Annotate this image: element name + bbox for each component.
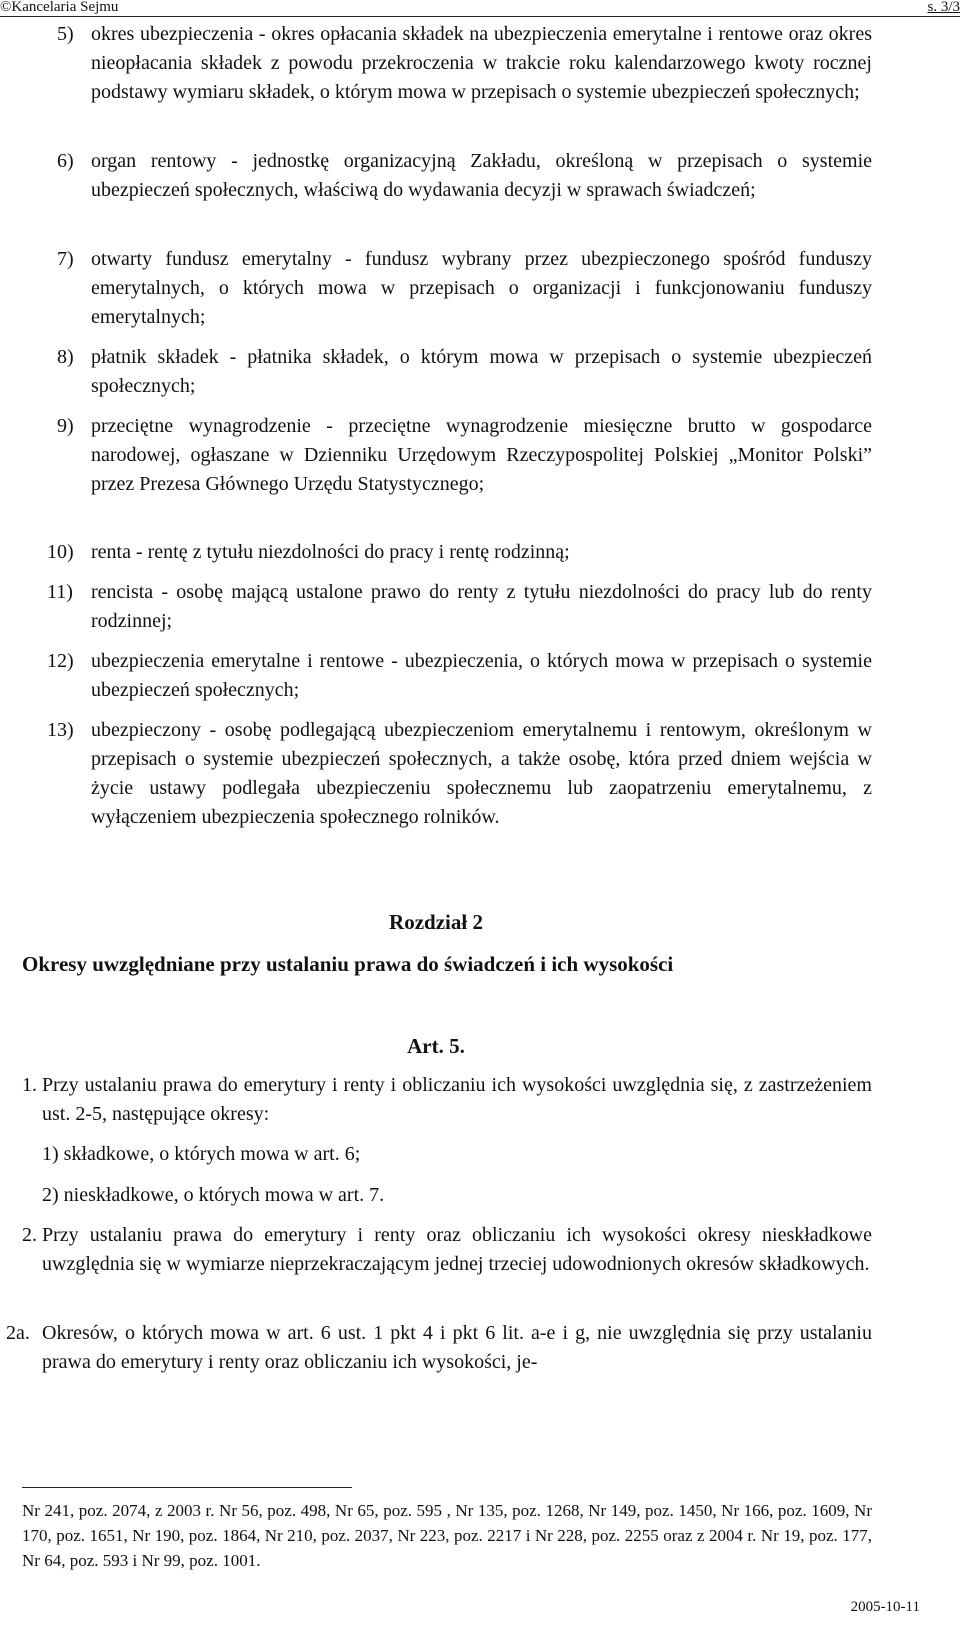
footnote: Nr 241, poz. 2074, z 2003 r. Nr 56, poz. 498, Nr 65, poz. 595 , Nr 135, poz. 1268, Nr 149, poz. 1450, Nr 166, poz. 1609, Nr 170, poz. 1651, Nr 190, poz. 1864, Nr 210, poz. 2037, Nr 223, poz. 2217 i Nr 228, poz. 2255 oraz z 2004 r. Nr 19, poz. 177, Nr 64, poz. 593 i Nr 99, poz. 1001. (22, 1501, 872, 1570)
definition-number: 12) (47, 650, 74, 672)
definition-item (57, 147, 872, 205)
definition-text: otwarty fundusz emerytalny - fundusz wybrany przez ubezpieczonego spośród funduszy emerytalnych, o których mowa w przepisach o organizacji i funkcjonowaniu funduszy emerytalnych; (91, 248, 872, 328)
chapter-title: Okresy uwzględniane przy ustalaniu prawa do świadczeń i ich wysokości (22, 952, 674, 976)
definition-text: ubezpieczony - osobę podlegającą ubezpieczeniom emerytalnemu i rentowym, określonym w przepisach o systemie ubezpieczeń społecznych, a także osobę, która przed dniem wejścia w życie ustawy podlegała ubezpieczeniu społecznemu lub zaopatrzeniu emerytalnemu, z wyłączeniem ubezpieczenia społecznego rolników. (91, 719, 872, 828)
definition-text: organ rentowy - jednostkę organizacyjną Zakładu, określoną w przepisach o systemie ubezpieczeń społecznych, właściwą do wydawania decyzji w sprawach świadczeń; (91, 150, 872, 201)
definition-number: 9) (57, 415, 74, 437)
page-number: s. 3/3 (927, 0, 960, 15)
definition-item (57, 245, 872, 332)
definition-text: przeciętne wynagrodzenie - przeciętne wynagrodzenie miesięczne brutto w gospodarce narodowej, ogłaszane w Dzienniku Urzędowym Rzeczypospolitej Polskiej „Monitor Polski” przez Prezesa Głównego Urzędu Statystycznego; (91, 415, 872, 495)
definition-item (57, 343, 872, 401)
chapter-number: Rozdział 2 (389, 910, 483, 934)
definition-number: 8) (57, 346, 74, 368)
article-subpoint: 2) nieskładkowe, o których mowa w art. 7. (42, 1184, 385, 1206)
footnote-separator (22, 1487, 352, 1488)
definition-item (47, 538, 872, 567)
article-title: Art. 5. (407, 1034, 465, 1058)
definition-number: 10) (47, 541, 74, 563)
definition-item (47, 578, 872, 636)
definition-number: 5) (57, 23, 74, 45)
paragraph-text: Okresów, o których mowa w art. 6 ust. 1 pkt 4 i pkt 6 lit. a-e i g, nie uwzględnia się przy ustalaniu prawa do emerytury i renty oraz obliczaniu ich wysokości, je- (42, 1322, 872, 1373)
article-paragraph (22, 1071, 872, 1129)
article-paragraph (6, 1319, 872, 1377)
paragraph-number: 2a. (6, 1322, 30, 1344)
definition-item (57, 20, 872, 107)
article-paragraph (22, 1221, 872, 1279)
definition-item (47, 647, 872, 705)
paragraph-text: Przy ustalaniu prawa do emerytury i renty i obliczaniu ich wysokości uwzględnia się, z zastrzeżeniem ust. 2-5, następujące okresy: (42, 1074, 872, 1125)
definition-text: rencista - osobę mającą ustalone prawo do renty z tytułu niezdolności do pracy lub do renty rodzinnej; (91, 581, 872, 632)
page-header (0, 0, 960, 22)
definition-text: płatnik składek - płatnika składek, o którym mowa w przepisach o systemie ubezpieczeń społecznych; (91, 346, 872, 397)
definition-number: 11) (47, 581, 73, 603)
paragraph-text: Przy ustalaniu prawa do emerytury i renty oraz obliczaniu ich wysokości okresy nieskładkowe uwzględnia się w wymiarze nieprzekraczającym jednej trzeciej udowodnionych okresów składkowych. (42, 1224, 872, 1275)
header-rule (0, 16, 960, 17)
definition-item (47, 716, 872, 832)
definition-item (57, 412, 872, 499)
definition-text: ubezpieczenia emerytalne i rentowe - ubezpieczenia, o których mowa w przepisach o systemie ubezpieczeń społecznych; (91, 650, 872, 701)
paragraph-number: 1. (22, 1074, 37, 1096)
definition-number: 7) (57, 248, 74, 270)
definition-text: okres ubezpieczenia - okres opłacania składek na ubezpieczenia emerytalne i rentowe oraz okres nieopłacania składek z powodu przekroczenia w trakcie roku kalendarzowego kwoty rocznej podstawy wymiaru składek, o którym mowa w przepisach o systemie ubezpieczeń społecznych; (91, 23, 872, 103)
document-date: 2005-10-11 (850, 1599, 920, 1615)
definition-text: renta - rentę z tytułu niezdolności do pracy i rentę rodzinną; (91, 541, 570, 563)
definition-number: 6) (57, 150, 74, 172)
article-subpoint: 1) składkowe, o których mowa w art. 6; (42, 1143, 361, 1165)
paragraph-number: 2. (22, 1224, 37, 1246)
copyright-label: ©Kancelaria Sejmu (0, 0, 119, 15)
definition-number: 13) (47, 719, 74, 741)
